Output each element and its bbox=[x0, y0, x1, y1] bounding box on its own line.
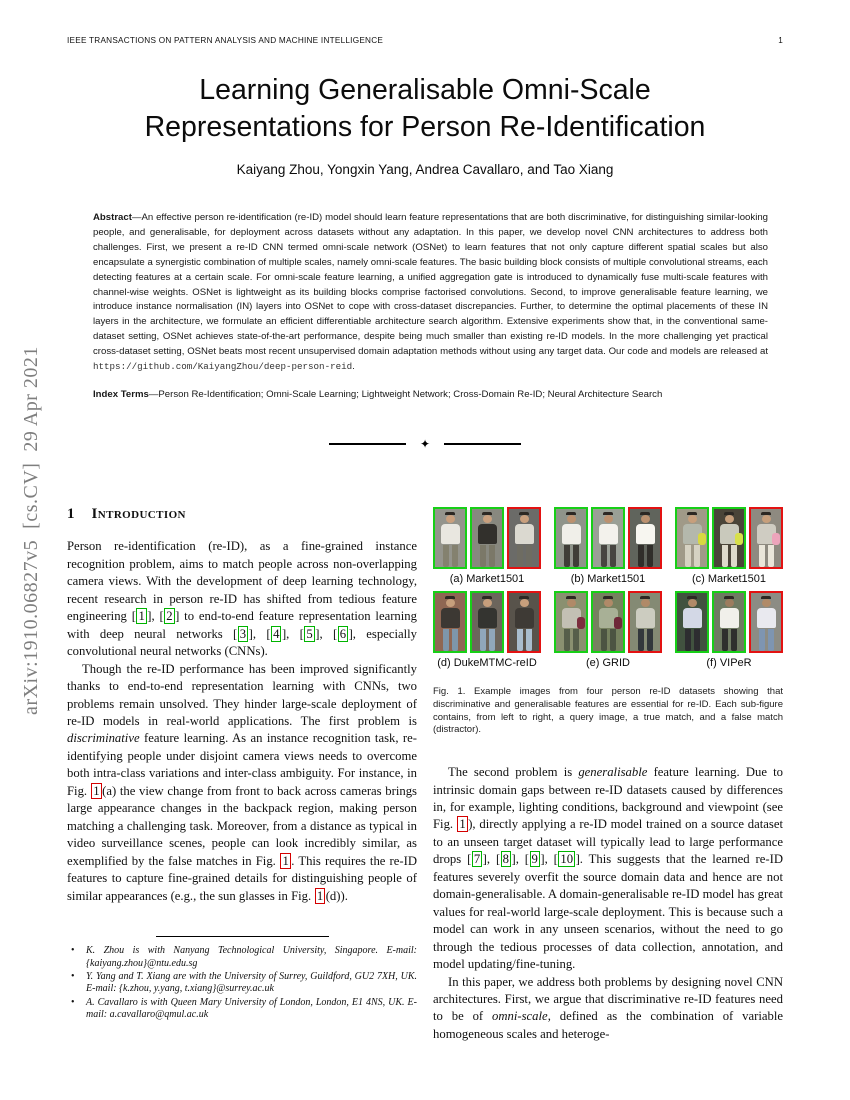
figure-ref-link[interactable]: 1 bbox=[282, 853, 289, 868]
subfigure-label: (d) DukeMTMC-reID bbox=[437, 657, 537, 670]
person-image bbox=[433, 591, 467, 653]
section-number: 1 bbox=[67, 506, 75, 522]
person-image bbox=[712, 507, 746, 569]
intro-paragraph-1: Person re-identification (re-ID), as a fine-grained instance recognition problem, aims to match people across non-overlapping camera views. With the development of deep learning technology, recent research in person re-ID has shifted from tedious feature engineering [ 1 ], [ 2 ] to end-to-end feature representation learning with deep neural networks [ 3 ], [ 4 ], [ 5 ], [ 6 ], especially convolutional neural networks (CNNs). bbox=[67, 539, 418, 659]
figure1-grid bbox=[433, 507, 783, 676]
citation-link[interactable]: 4 bbox=[273, 626, 280, 641]
person-image bbox=[507, 507, 541, 569]
section-separator bbox=[0, 437, 850, 451]
subfigure bbox=[675, 591, 783, 672]
right-paragraph-1: The second problem is generalisable feature learning. Due to intrinsic domain gaps between re-ID datasets caused by differences in, for example, lighting conditions, background and viewpoint (see Fig. 1 ), directly applying a re-ID model trained on a source dataset to an unseen target dataset will typically lead to large performance drops [ 7 ], [ 8 ], [ 9 ], [ 10 ]. This suggests that the learned re-ID features severely overfit the source domain data and hence are not domain-generalisable. A domain-generalisable re-ID model has great values for real-world large-scale deployment. This is because such a model can work in any unseen scenarios, without the need to go through the tedious processes of data collection, annotation, and model updating/fine-tuning. bbox=[433, 765, 783, 972]
citation-link[interactable]: 5 bbox=[306, 626, 313, 641]
subfigure-label: (b) Market1501 bbox=[570, 573, 646, 585]
footnote-item: • Y. Yang and T. Xiang are with the University of Surrey, Guildford, GU2 7XH, UK. E-mail: {k.zhou, y.yang, t.xiang}@surrey.ac.uk bbox=[67, 971, 417, 996]
italic-term: omni-scale bbox=[492, 1009, 548, 1024]
citation-link[interactable]: 10 bbox=[560, 852, 574, 867]
right-column bbox=[433, 500, 783, 1043]
abstract-block bbox=[93, 211, 768, 403]
person-image bbox=[554, 507, 588, 569]
separator-rule-left bbox=[329, 443, 406, 444]
person-image bbox=[749, 507, 783, 569]
subfigure bbox=[554, 591, 662, 672]
person-image bbox=[712, 591, 746, 653]
figure-ref-link[interactable]: 1 bbox=[93, 783, 100, 798]
person-image bbox=[433, 507, 467, 569]
subfigure bbox=[433, 507, 541, 588]
right-paragraph-2: In this paper, we address both problems by designing novel CNN architectures. First, we argue that discriminative re-ID features need to be of omni-scale, defined as the combination of variable homogeneous scales and heteroge- bbox=[433, 974, 783, 1041]
citation-link[interactable]: 9 bbox=[531, 852, 538, 867]
person-image bbox=[591, 591, 625, 653]
citation-link[interactable]: 2 bbox=[166, 609, 173, 624]
paper-title-line2: Representations for Person Re-Identification bbox=[144, 111, 706, 143]
subfigure-label: (f) VIPeR bbox=[706, 657, 752, 670]
authors-line: Kaiyang Zhou, Yongxin Yang, Andrea Cavallaro, and Tao Xiang bbox=[236, 162, 614, 177]
footnote-rule bbox=[156, 936, 329, 937]
subfigure bbox=[433, 591, 541, 672]
intro-paragraph-2: Though the re-ID performance has been improved significantly thanks to end-to-end representation learning with CNNs, two problems remain unsolved. They hinder large-scale deployment of re-ID models in real-world applications. The first problem is discriminative feature learning. As an instance recognition task, re-identifying people under disjoint camera views needs to overcome both intra-class variations and inter-class ambiguity. For instance, in Fig. 1 (a) the view change from front to back across cameras brings large appearance changes in the backpack region, making person matching a challenging task. Moreover, from a distance as typical in video surveillance scenes, people can look incredibly similar, as exemplified by the false matches in Fig. 1 . This requires the re-ID features to capture fine-grained details for distinguishing people of similar appearances (e.g., the sun glasses in Fig. 1 (d)). bbox=[67, 661, 417, 903]
paper-title-line1: Learning Generalisable Omni-Scale bbox=[199, 74, 651, 106]
subfigure-label: (c) Market1501 bbox=[692, 573, 766, 585]
subfigure-label: (a) Market1501 bbox=[449, 573, 525, 585]
author-footnotes bbox=[67, 936, 417, 1023]
arxiv-sidebar-label: arXiv:1910.06827v5 [cs.CV] 29 Apr 2021 bbox=[20, 346, 42, 715]
subfigure bbox=[675, 507, 783, 588]
bold-label: Index Terms bbox=[93, 388, 149, 400]
code-url-link[interactable]: https://github.com/KaiyangZhou/deep-person-reid bbox=[93, 361, 353, 373]
person-image bbox=[675, 507, 709, 569]
separator-rule-right bbox=[444, 443, 521, 444]
person-image bbox=[628, 507, 662, 569]
footnote-item: • A. Cavallaro is with Queen Mary University of London, London, E1 4NS, UK. E-mail: a.cavallaro@qmul.ac.uk bbox=[67, 997, 417, 1022]
person-image bbox=[554, 591, 588, 653]
person-image bbox=[749, 591, 783, 653]
citation-link[interactable]: 6 bbox=[339, 626, 347, 641]
journal-name: IEEE TRANSACTIONS ON PATTERN ANALYSIS AND MACHINE INTELLIGENCE bbox=[67, 36, 384, 45]
footnotes-list bbox=[67, 945, 417, 1021]
bold-label: Abstract bbox=[93, 212, 132, 223]
citation-link[interactable]: 3 bbox=[239, 626, 247, 641]
subfigure bbox=[554, 507, 662, 588]
index-terms: Index Terms—Person Re-Identification; Omni-Scale Learning; Lightweight Network; Cross-Domain Re-ID; Neural Architecture Search bbox=[93, 388, 663, 400]
section-heading bbox=[67, 506, 417, 523]
figure-ref-link[interactable]: 1 bbox=[459, 817, 466, 832]
person-image bbox=[507, 591, 541, 653]
person-image bbox=[628, 591, 662, 653]
page-number: 1 bbox=[778, 36, 783, 45]
footnote-item: • K. Zhou is with Nanyang Technological University, Singapore. E-mail: {kaiyang.zhou}@ntu.edu.sg bbox=[67, 945, 417, 970]
citation-link[interactable]: 7 bbox=[473, 852, 481, 867]
left-column bbox=[67, 500, 417, 905]
citation-link[interactable]: 1 bbox=[138, 609, 145, 624]
citation-link[interactable]: 8 bbox=[502, 852, 510, 867]
person-image bbox=[591, 507, 625, 569]
diamond-icon: ✦ bbox=[419, 437, 431, 451]
figure-ref-link[interactable]: 1 bbox=[316, 888, 324, 903]
subfigure-label: (e) GRID bbox=[586, 657, 630, 670]
figure1-caption: Fig. 1. Example images from four person re-ID datasets showing that discriminative and generalisable features are essential for re-ID. Each sub-figure contains, from left to right, a query image, a true match, and a false match (distractor). bbox=[433, 685, 783, 736]
italic-term: generalisable bbox=[578, 765, 648, 780]
person-image bbox=[675, 591, 709, 653]
section-title: Introduction bbox=[91, 506, 186, 522]
abstract-paragraph: Abstract—An effective person re-identification (re-ID) model should learn feature representations that are both discriminative, for distinguishing similar-looking people, and generalisable, for deployment across datasets without any adaptation. In this paper, we develop novel CNN architectures to address both challenges. First, we present a re-ID CNN termed omni-scale network (OSNet) to learn features that not only capture different spatial scales but also encapsulate a synergistic combination of multiple scales, namely omni-scale features. The basic building block consists of multiple convolutional streams, each detecting features at a certain scale. For omni-scale feature learning, a unified aggregation gate is introduced to dynamically fuse multi-scale features with channel-wise weights. OSNet is lightweight as its building blocks comprise factorised convolutions. Second, to improve generalisable feature learning, we introduce instance normalisation (IN) layers into OSNet to cope with cross-dataset discrepancies. Further, to determine the optimal placements of these IN layers in the architecture, we formulate an efficient differentiable architecture search algorithm. Extensive experiments show that, in the conventional same-dataset setting, OSNet achieves state-of-the-art performance, despite being much smaller than existing re-ID models. In the more challenging yet practical cross-dataset setting, OSNet beats most recent unsupervised domain adaptation methods without using any target data. Our code and models are released at https://github.com/KaiyangZhou/deep-person-reid. bbox=[93, 212, 768, 373]
italic-term: discriminative bbox=[67, 731, 140, 746]
running-header bbox=[67, 36, 783, 45]
person-image bbox=[470, 591, 504, 653]
paper-title bbox=[75, 72, 775, 146]
person-image bbox=[470, 507, 504, 569]
